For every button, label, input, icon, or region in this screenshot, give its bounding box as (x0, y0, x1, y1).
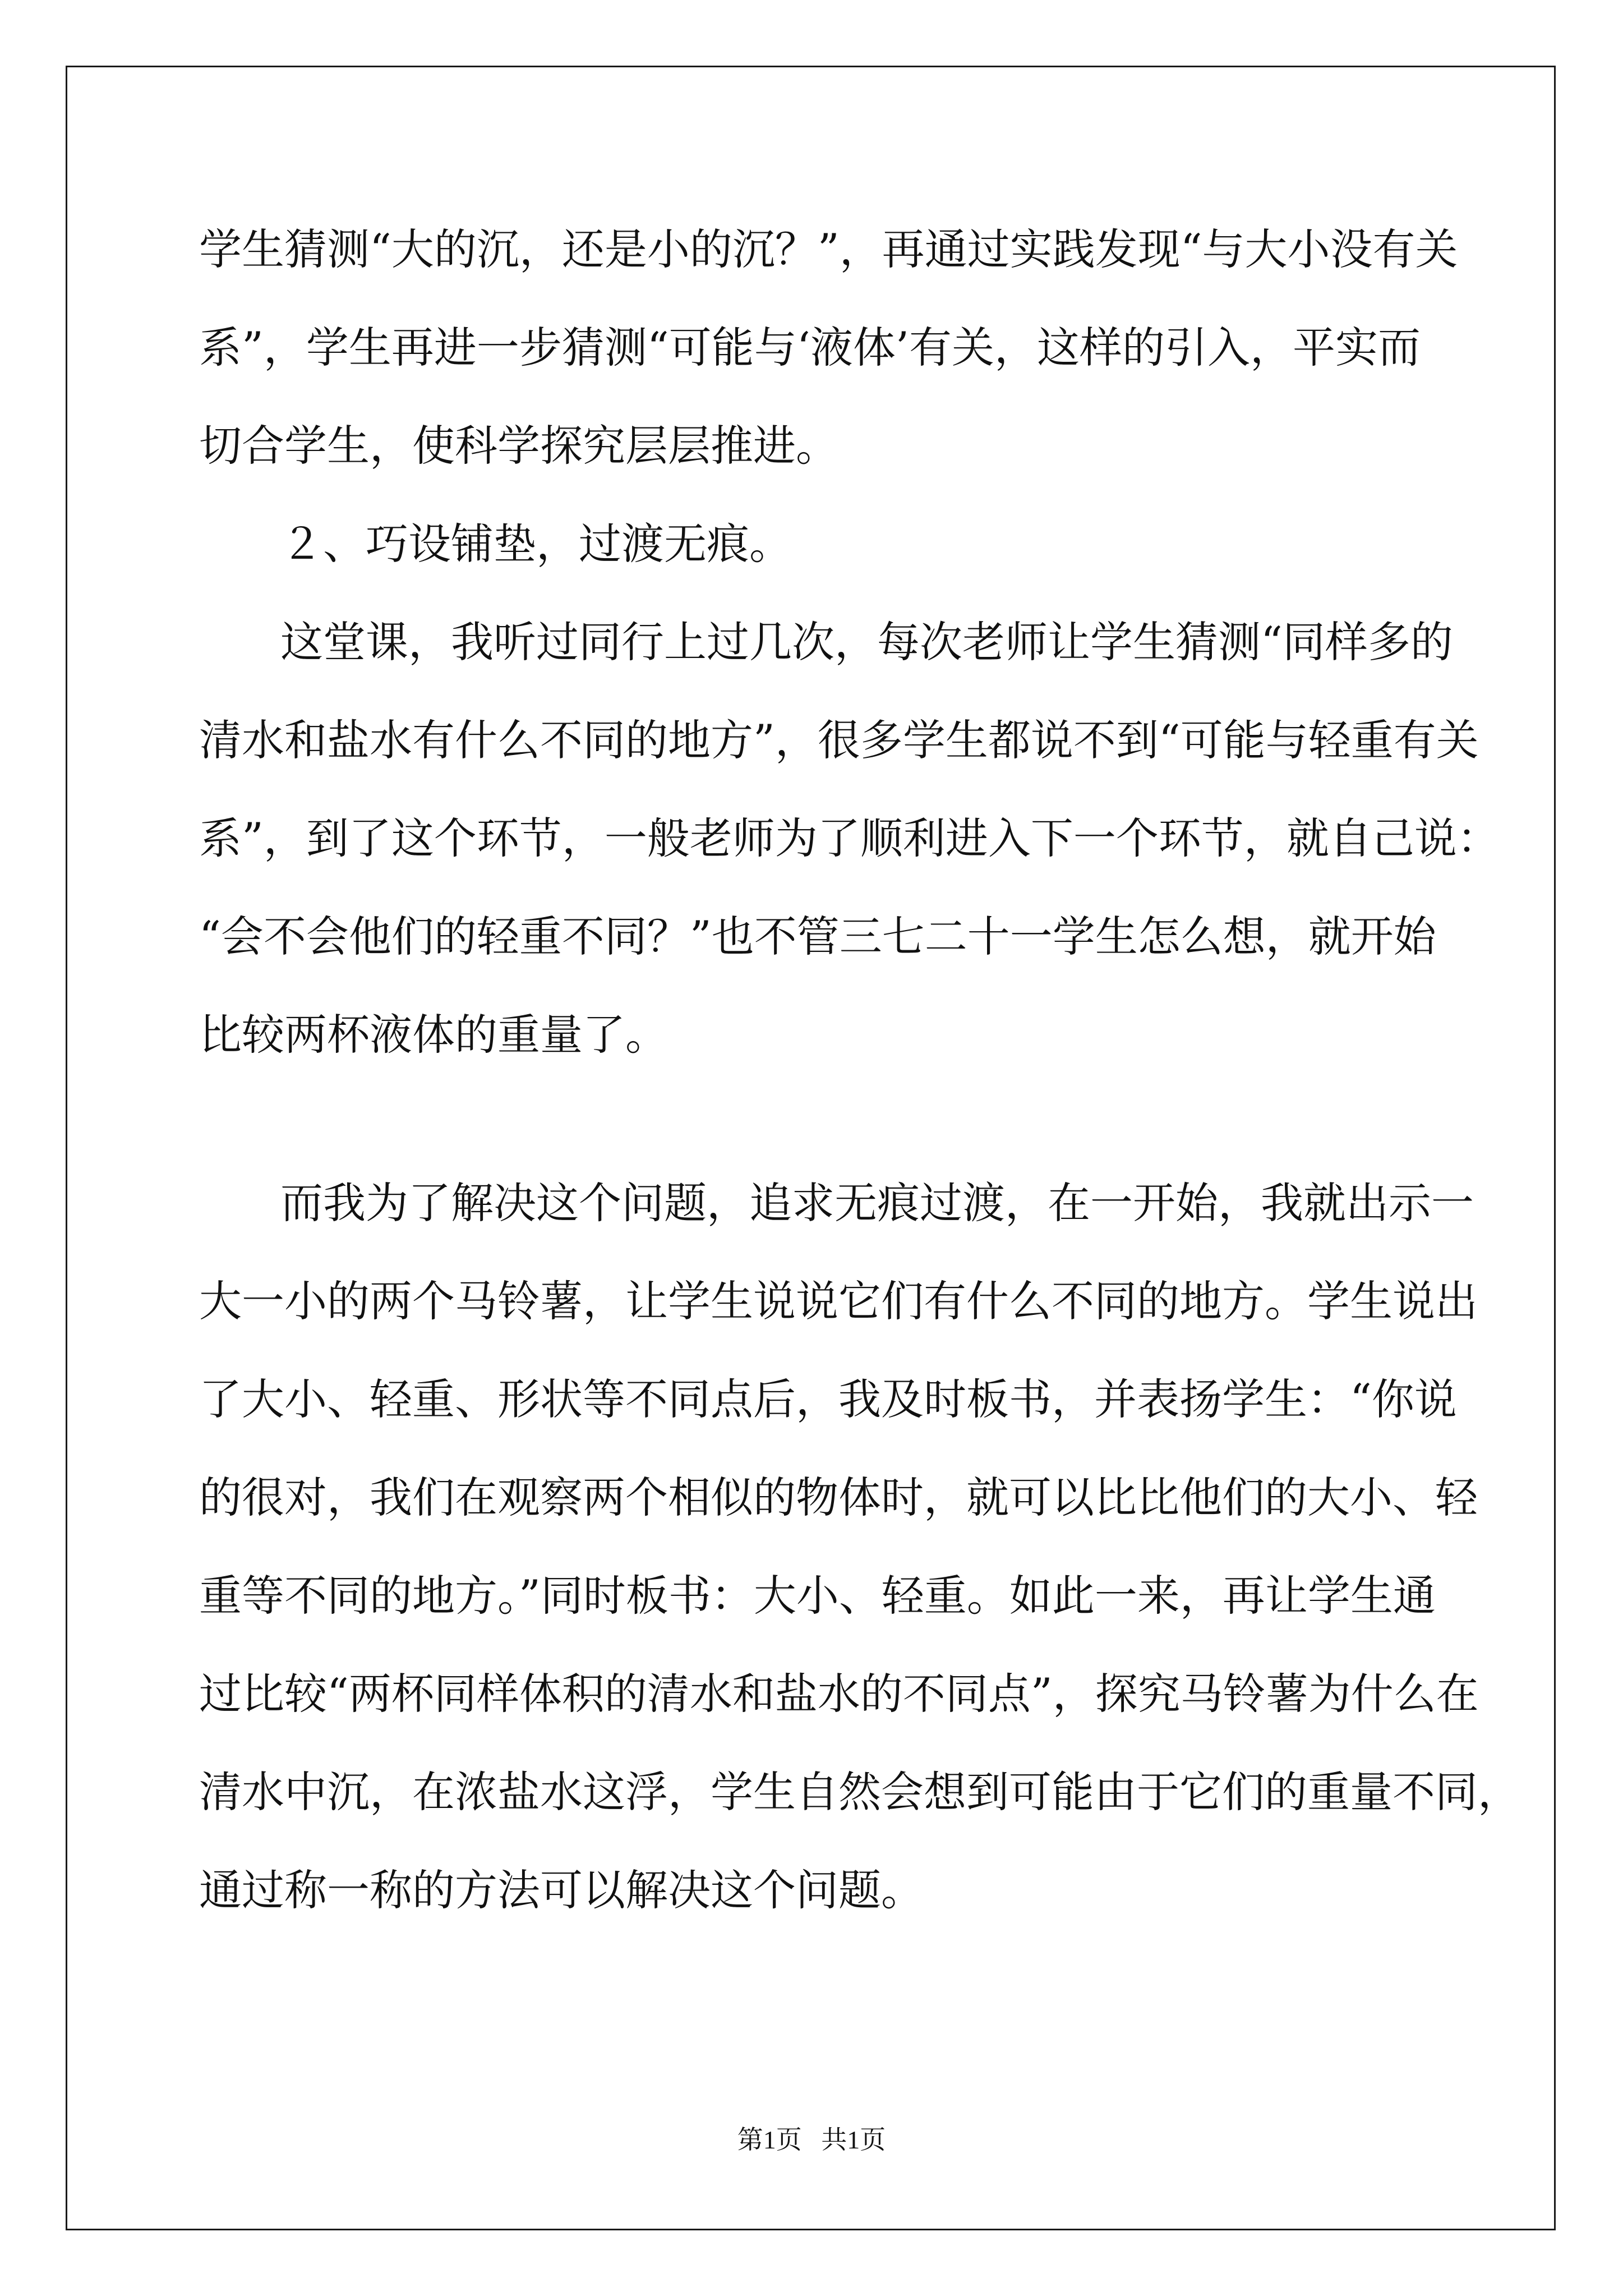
text-line-3: 切合学生，使科学探究层层推进。 (199, 421, 838, 471)
text-line-12: 了大小、轻重、形状等不同点后，我及时板书，并表扬学生：“你说 (199, 1374, 1457, 1424)
text-line-17: 通过称一称的方法可以解决这个问题。 (199, 1865, 924, 1915)
text-line-9: 比较两杯液体的重量了。 (199, 1010, 668, 1060)
text-line-15: 过比较“两杯同样体积的清水和盐水的不同点”，探究马铃薯为什么在 (199, 1669, 1479, 1719)
text-line-14: 重等不同的地方。”同时板书：大小、轻重。如此一来，再让学生通 (199, 1571, 1436, 1621)
page-footer: 第1页 共1页 (737, 2125, 886, 2154)
text-line-16: 清水中沉，在浓盐水这浮，学生自然会想到可能由于它们的重量不同， (199, 1767, 1520, 1817)
text-line-6: 清水和盐水有什么不同的地方”，很多学生都说不到“可能与轻重有关 (199, 715, 1479, 765)
text-line-13: 的很对，我们在观察两个相似的物体时，就可以比比他们的大小、轻 (199, 1473, 1478, 1522)
text-line-7: 系”，到了这个环节，一般老师为了顺利进入下一个环节，就自己说： (199, 813, 1500, 863)
text-line-11: 大一小的两个马铃薯，让学生说说它们有什么不同的地方。学生说出 (199, 1276, 1478, 1326)
text-line-10: 而我为了解决这个问题，追求无痕过渡，在一开始，我就出示一 (280, 1178, 1474, 1228)
text-line-2: 系”，学生再进一步猜测“可能与‘液体’有关，这样的引入，平实而 (199, 323, 1421, 372)
text-line-5: 这堂课，我听过同行上过几次，每次老师让学生猜测“同样多的 (280, 617, 1453, 667)
text-line-8: “会不会他们的轻重不同？”也不管三七二十一学生怎么想，就开始 (199, 912, 1436, 961)
text-line-1: 学生猜测“大的沉，还是小的沉？”，再通过实践发现“与大小没有关 (199, 224, 1458, 274)
section-heading: ２、巧设铺垫，过渡无痕。 (280, 519, 792, 569)
